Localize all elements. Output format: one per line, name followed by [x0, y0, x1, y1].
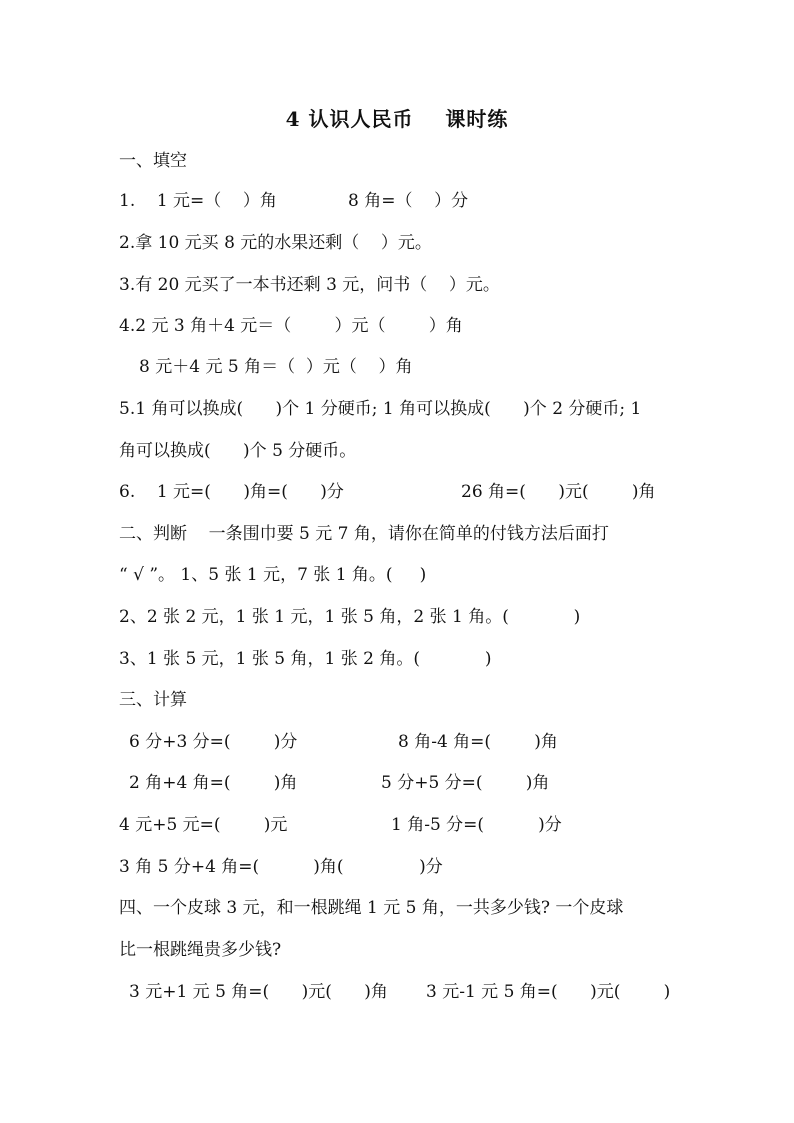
question-2: 2.拿 10 元买 8 元的水果还剩（ ）元。: [119, 233, 432, 253]
section-judge-heading: 二、判断 一条围巾要 5 元 7 角，请你在简单的付钱方法后面打: [119, 524, 609, 544]
question-4b: 8 元＋4 元 5 角＝（ ）元（ ）角: [139, 357, 413, 377]
question-5-line1: 5.1 角可以换成( )个 1 分硬币; 1 角可以换成( )个 2 分硬币; 1: [119, 399, 642, 419]
page-title: 4 认识人民币 课时练: [285, 107, 509, 131]
calc-row2-left: 2 角+4 角=( )角: [129, 773, 298, 793]
calc-row2-right: 5 分+5 分=( )角: [381, 773, 550, 793]
question-6b: 26 角=( )元( )角: [461, 482, 656, 502]
question-4a: 4.2 元 3 角＋4 元＝（ ）元（ ）角: [119, 316, 463, 336]
calc-row1-right: 8 角-4 角=( )角: [398, 732, 558, 752]
question-5-line2: 角可以换成( )个 5 分硬币。: [119, 441, 357, 461]
judge-question-3: 3、1 张 5 元，1 张 5 角，1 张 2 角。( ): [119, 649, 492, 669]
question-1b: 8 角=（ ）分: [348, 191, 469, 211]
section-calc-heading: 三、计算: [119, 690, 187, 710]
word-answer-sum: 3 元+1 元 5 角=( )元( )角: [129, 982, 388, 1002]
question-6a: 6. 1 元=( )角=( )分: [119, 482, 344, 502]
calc-row1-left: 6 分+3 分=( )分: [129, 732, 298, 752]
word-problem-line1: 四、一个皮球 3 元，和一根跳绳 1 元 5 角，一共多少钱? 一个皮球: [119, 898, 624, 918]
section-fill-in-heading: 一、填空: [119, 151, 187, 171]
question-1a: 1. 1 元=（ ）角: [119, 191, 277, 211]
calc-row3-right: 1 角-5 分=( )分: [391, 815, 562, 835]
calc-row4: 3 角 5 分+4 角=( )角( )分: [119, 857, 443, 877]
judge-question-2: 2、2 张 2 元，1 张 1 元，1 张 5 角，2 张 1 角。( ): [119, 607, 581, 627]
word-answer-diff: 3 元-1 元 5 角=( )元( ): [426, 982, 671, 1002]
word-problem-line2: 比一根跳绳贵多少钱?: [119, 940, 282, 960]
calc-row3-left: 4 元+5 元=( )元: [119, 815, 288, 835]
question-3: 3.有 20 元买了一本书还剩 3 元，问书（ ）元。: [119, 275, 500, 295]
judge-question-1: “ √ ”。 1、5 张 1 元，7 张 1 角。( ): [119, 565, 427, 585]
